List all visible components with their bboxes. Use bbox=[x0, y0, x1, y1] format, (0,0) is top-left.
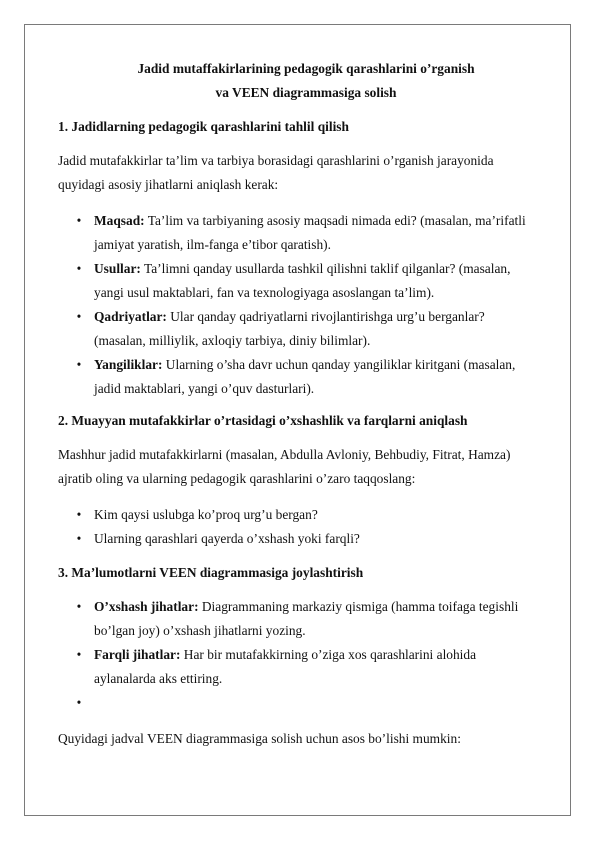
item-label: Qadriyatlar: bbox=[94, 309, 167, 324]
bullet-icon: • bbox=[76, 213, 82, 228]
list-item-maqsad bbox=[58, 209, 554, 257]
item-text: Har bir mutafakkirning o’ziga xos qarashlarini alohida bbox=[180, 647, 477, 662]
item-label: Maqsad: bbox=[94, 213, 145, 228]
item-text: Ta’lim va tarbiyaning asosiy maqsadi nimada edi? (masalan, ma’rifatli bbox=[144, 213, 526, 228]
item-text-cont: jadid maktablari, yangi o’quv dasturlari). bbox=[94, 381, 315, 396]
item-text: Kim qaysi uslubga ko’proq urg’u bergan? bbox=[94, 507, 318, 522]
section3-list bbox=[58, 595, 554, 715]
section2-heading: 2. Muayyan mutafakkirlar o’rtasidagi o’xshashlik va farqlarni aniqlash bbox=[58, 413, 468, 428]
list-item bbox=[58, 527, 554, 551]
item-label: Usullar: bbox=[94, 261, 141, 276]
item-text-cont: yangi usul maktablari, fan va texnologiyaga asoslangan ta’lim). bbox=[94, 285, 435, 300]
item-text-cont: bo’lgan joy) o’xshash jihatlarni yozing. bbox=[94, 623, 306, 638]
title-line-1: Jadid mutaffakirlarining pedagogik qarashlarini o’rganish bbox=[137, 61, 475, 76]
item-text-cont: jamiyat yaratish, ilm-fanga e’tibor qaratish). bbox=[94, 237, 331, 252]
document-title bbox=[58, 57, 554, 105]
item-text-cont: aylanalarda aks ettiring. bbox=[94, 671, 223, 686]
item-label: Yangiliklar: bbox=[94, 357, 163, 372]
title-line-2: va VEEN diagrammasiga solish bbox=[215, 85, 397, 100]
list-item-farqli bbox=[58, 643, 554, 691]
bullet-icon: • bbox=[76, 507, 82, 522]
page-content bbox=[58, 57, 554, 751]
bullet-icon: • bbox=[76, 599, 82, 614]
list-item bbox=[58, 503, 554, 527]
closing-paragraph: Quyidagi jadval VEEN diagrammasiga solish uchun asos bo’lishi mumkin: bbox=[58, 731, 461, 746]
list-item-empty bbox=[58, 691, 554, 715]
list-item-oxshash bbox=[58, 595, 554, 643]
section1-intro-line-1: Jadid mutafakkirlar ta’lim va tarbiya borasidagi qarashlarini o’rganish jarayonida bbox=[58, 153, 494, 168]
bullet-icon: • bbox=[76, 261, 82, 276]
list-item-qadriyatlar bbox=[58, 305, 554, 353]
section1-intro bbox=[58, 149, 554, 197]
item-text: Ta’limni qanday usullarda tashkil qilishni taklif qilganlar? (masalan, bbox=[140, 261, 511, 276]
item-text: Ularning qarashlari qayerda o’xshash yoki farqli? bbox=[94, 531, 360, 546]
bullet-icon: • bbox=[76, 357, 82, 372]
bullet-icon: • bbox=[76, 647, 82, 662]
item-label: O’xshash jihatlar: bbox=[94, 599, 199, 614]
bullet-icon: • bbox=[76, 531, 82, 546]
list-item-yangiliklar bbox=[58, 353, 554, 401]
section2-intro bbox=[58, 443, 554, 491]
item-text: Diagrammaning markaziy qismiga (hamma toifaga tegishli bbox=[198, 599, 519, 614]
section2-list bbox=[58, 503, 554, 551]
item-text: Ular qanday qadriyatlarni rivojlantirishga urg’u berganlar? bbox=[166, 309, 485, 324]
bullet-icon: • bbox=[76, 695, 82, 710]
section3-heading: 3. Ma’lumotlarni VEEN diagrammasiga joylashtirish bbox=[58, 565, 364, 580]
item-text: Ularning o’sha davr uchun qanday yangiliklar kiritgani (masalan, bbox=[162, 357, 516, 372]
section1-list bbox=[58, 209, 554, 401]
item-label: Farqli jihatlar: bbox=[94, 647, 181, 662]
bullet-icon: • bbox=[76, 309, 82, 324]
section1-heading: 1. Jadidlarning pedagogik qarashlarini tahlil qilish bbox=[58, 119, 349, 134]
document-page bbox=[24, 24, 571, 816]
item-text-cont: (masalan, milliylik, axloqiy tarbiya, diniy bilimlar). bbox=[94, 333, 371, 348]
section2-intro-line-1: Mashhur jadid mutafakkirlarni (masalan, Abdulla Avloniy, Behbudiy, Fitrat, Hamza) bbox=[58, 447, 511, 462]
section1-intro-line-2: quyidagi asosiy jihatlarni aniqlash kerak: bbox=[58, 177, 279, 192]
section2-intro-line-2: ajratib oling va ularning pedagogik qarashlarini o’zaro taqqoslang: bbox=[58, 471, 416, 486]
list-item-usullar bbox=[58, 257, 554, 305]
